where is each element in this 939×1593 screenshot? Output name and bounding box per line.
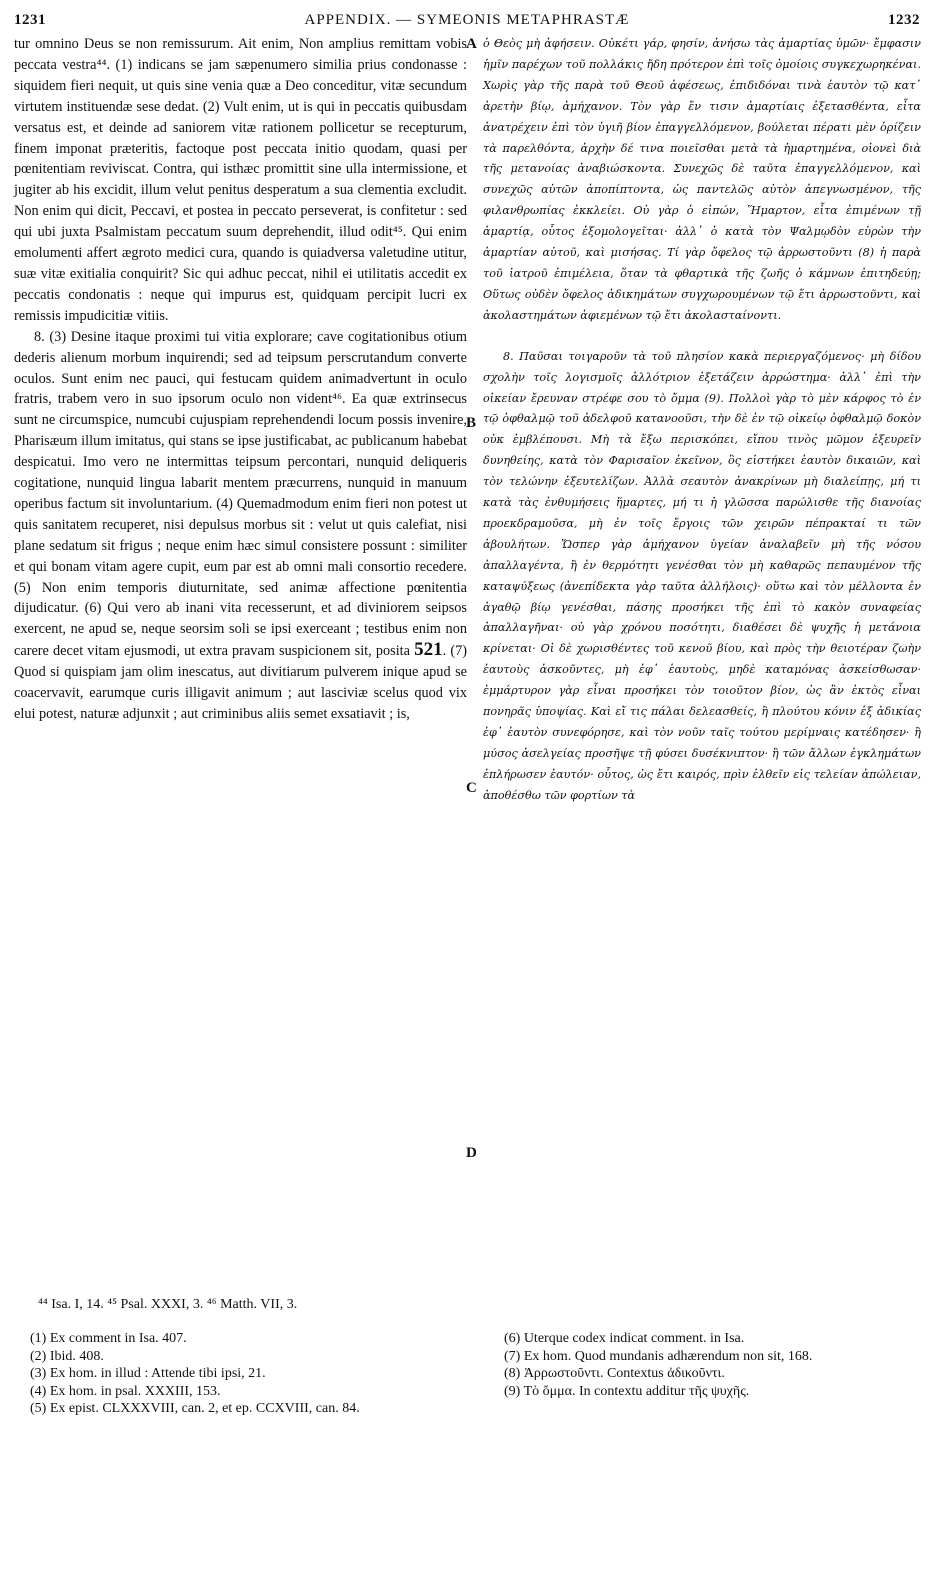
footnote: (4) Ex hom. in psal. XXXIII, 153. xyxy=(30,1383,221,1399)
footnote: (2) Ibid. 408. xyxy=(30,1348,104,1364)
greek-column xyxy=(483,34,921,807)
page-header xyxy=(14,10,920,32)
footnote: (7) Ex hom. Quod mundanis adhærendum non sit, 168. xyxy=(504,1348,813,1364)
footnotes xyxy=(14,1330,920,1580)
column-number: 521 xyxy=(414,639,443,661)
latin-column xyxy=(14,34,467,725)
page-number-left: 1231 xyxy=(14,12,46,28)
greek-section-number: 8. xyxy=(503,349,514,363)
scripture-references: ⁴⁴ Isa. I, 14. ⁴⁵ Psal. XXXI, 3. ⁴⁶ Matth. VII, 3. xyxy=(38,1297,298,1312)
footnote: (6) Uterque codex indicat comment. in Isa. xyxy=(504,1331,745,1346)
margin-marker-c: C xyxy=(466,780,477,796)
footnote: (8) Ἀρρωστοῦντι. Contextus ἀδικοῦντι. xyxy=(504,1366,725,1381)
margin-marker-a: A xyxy=(466,36,477,52)
running-title: APPENDIX. — SYMEONIS METAPHRASTÆ xyxy=(304,12,630,28)
footnote: (3) Ex hom. in illud : Attende tibi ipsi, 21. xyxy=(30,1366,266,1381)
latin-paragraph-2-text: (3) Desine itaque proximi tui vitia explorare; cave cogitationibus otium dederis alienum morbum inquirendi; sed ad teipsum perscrutandum converte oculos. Sunt enim nec pauci, qui festucam quidem animadvertunt in oculo fratris, trabem vero in suo ipsorum oculo non vident⁴⁶. Ea quæ extrinsecus sunt ne circumspice, numcubi cujuspiam reprehendendi locum possis invenire, Pharisæum illum imitatus, qui stans se ipse justificabat, ac publicanum habebat despicatui. Imo vero ne intermittas teipsum percontari, nunquid deliqueris cogitatione, nunquid lingua labarit mentem præcurrens, nunquid in manuum operibus factum sit involuntarium. (4) Quemadmodum enim fieri non potest ut quis sanitatem recuperet, nisi depulsus morbus sit : velut ut quis calefiat, nisi plane sedatum sit frigus ; neque enim hæc simul consistere possunt : similiter et qui bonam vitam agere cupit, eum par est ab omni mali consortio recedere. (5) Non enim temporis diuturnitate, sed animæ affectione pœnitentia dijudicatur. (6) Qui vero ab inani vita recesserunt, et ad diviniorem seipsos exercent, ne apud se, neque seorsim soli se ipsi exerceant ; testibus enim non carere decet vitam ejusmodi, ut extra pravam suspicionem sit, xyxy=(14,328,467,660)
greek-paragraph-1: ὁ Θεὸς μὴ ἀφήσειν. Οὐκέτι γάρ, φησίν, ἀνήσω τὰς ἁμαρτίας ὑμῶν· ἔμφασιν ἡμῖν παρέχων τοῦ πολλάκις ἤδη πρότερον ἐπὶ τοῖς ὁμοίοις συγκεχωρηκέναι. Χωρὶς γὰρ τῆς παρὰ τοῦ Θεοῦ ἀφέσεως, ἐπιδιδόναι τινὰ ἑαυτὸν τῷ κατ᾽ ἀρετὴν βίῳ, ἀμήχανον. Τὸν γὰρ ἔν τισιν ἁμαρτίαις ἐξετασθέντα, εἶτα ἀνατρέχειν ἐπὶ τὸν ὑγιῆ βίον ἐπαγγελλόμενον, βούλεται πέρατι μὲν ὁρίζειν τὰ παρελθόντα, ἀρχὴν δέ τινα ποιεῖσθαι μετὰ τὰ ἡμαρτημένα, οἱονεὶ διὰ τῆς μετανοίας ἀναβιώσκοντα. Συνεχῶς δὲ ταῦτα ἐπαγγελλόμενον, καὶ συνεχῶς αὐτῶν ἀποπίπτοντα, ὡς παντελῶς αὐτὸν ἀπεγνωσμένον, τῆς φιλανθρωπίας ἐκκλείει. Οὐ γὰρ ὁ εἰπών, Ἥμαρτον, εἶτα ἐπιμένων τῇ ἁμαρτίᾳ, οὗτος ἐξομολογεῖται· ἀλλ᾽ ὁ κατὰ τὸν Ψαλμῳδὸν εὑρὼν τὴν ἁμαρτίαν αὐτοῦ, καὶ μισήσας. Τί γὰρ ὄφελος τῷ ἀρρωστοῦντι (8) ἡ παρὰ τοῦ ἰατροῦ ἐπιμέλεια, ὅταν τὰ φθαρτικὰ τῆς ζωῆς ὁ κάμνων ἐπιτηδεύῃ; Οὕτως οὐδὲν ὄφελος ἀδικημάτων συγχωρουμένων τῷ ἔτι ἀρρωστοῦντι, καὶ ἀκολαστημάτων ἀφιεμένων τῷ ἔτι ἀκολασταίνοντι. xyxy=(483,37,921,322)
page-number-right: 1232 xyxy=(888,12,920,28)
latin-paragraph-2 xyxy=(14,327,467,725)
greek-paragraph-2-text: Παῦσαι τοιγαροῦν τὰ τοῦ πλησίον κακὰ περιεργαζόμενος· μὴ δίδου σχολὴν τοῖς λογισμοῖς ἀλλότριον ἐξετάζειν ἀρρώστημα· ἀλλ᾽ ἐπὶ τὴν οἰκείαν ἔρευναν στρέφε σου τὸ ὄμμα (9). Πολλοὶ γὰρ τὸ μὲν κάρφος τὸ ἐν τῷ ὀφθαλμῷ τοῦ ἀδελφοῦ κατανοοῦσι, τὴν δὲ ἐν τῷ οἰκείῳ ὀφθαλμῷ δοκὸν οὐκ ἐμβλέπουσι. Μὴ τὰ ἔξω περισκόπει, εἴπου τινὸς μῶμον ἐξευρεῖν δυνηθείης, κατὰ τὸν Φαρισαῖον ἐκεῖνον, ὃς εἱστήκει ἑαυτὸν δικαιῶν, καὶ τὸν τελώνην ἐξευτελίζων. Ἀλλὰ σεαυτὸν ἀνακρίνων μὴ διαλείπῃς, μή τι κατὰ τὰς ἐνθυμήσεις ἥμαρτες, μή τι ἡ γλῶσσα παρώλισθε τῆς διανοίας προεκδραμοῦσα, μὴ ἐν τοῖς ἔργοις τῶν χειρῶν πέπρακταί τι τῶν ἀβουλήτων. Ὥσπερ γὰρ ἀμήχανον ὑγείαν ἀναλαβεῖν μὴ τῆς νόσου ἀπαλλαγέντα, ἢ ἐν θερμότητι γενέσθαι τὸν μὴ καθαρῶς πεπαυμένον τῆς καταψύξεως (ἀνεπίδεκτα γὰρ ταῦτα ἀλλήλοις)· οὕτω καὶ τὸν μέλλοντα ἐν ἀγαθῷ βίῳ γενέσθαι, πάσης προσήκει τῆς ἐπὶ τὸ κακὸν συναφείας ἀπαλλαγῆναι· οὐ γὰρ χρόνου ποσότητι, διαθέσει δὲ ψυχῆς ἡ μετάνοια κρίνεται· Οἱ δὲ χωρισθέντες τοῦ κενοῦ βίου, καὶ πρὸς τὴν θειοτέραν ζωὴν ἑαυτοὺς ἀσκοῦντες, μὴ ἐφ᾽ ἑαυτοὺς, μηδὲ καταμόνας ἀσκείσθωσαν· ἐμμάρτυρον γὰρ εἶναι προσήκει τὸν τοιοῦτον βίον, ὡς ἂν ἐκτὸς εἶναι πονηρᾶς ὑποψίας. Καὶ εἴ τις πάλαι δελεασθείς, ἢ πλούτου κόνιν ἐξ ἀδικίας ἐφ᾽ ἑαυτὸν συνεφόρησε, καὶ τὸν νοῦν ταῖς τούτου μερίμναις κατέδησεν· ἢ μύσος ἀσελγείας προσῆψε τῇ φύσει δυσέκνιπτον· ἢ τῶν ἄλλων ἐγκλημάτων ἐπλήρωσεν ἑαυτόν· οὗτος, ὡς ἔτι καιρός, πρὶν ἐλθεῖν εἰς τελείαν ἀπώλειαν, ἀποθέσθω τῶν φορτίων τὰ xyxy=(483,349,921,802)
footnote: (5) Ex epist. CLXXXVIII, can. 2, et ep. CCXVIII, can. 84. xyxy=(30,1401,360,1416)
posita-word: posita xyxy=(375,643,410,660)
greek-paragraph-2 xyxy=(483,347,921,807)
footnotes-right xyxy=(504,1330,914,1400)
latin-paragraph-1: tur omnino Deus se non remissurum. Ait enim, Non amplius remittam vobis peccata vestra⁴⁴. (1) indicans se jam sæpenumero similia prius condonasse : siquidem fieri nequit, ut quis sine venia quæ a Deo conceditur, vitæ secundum virtutem instituendæ sese dedat. (2) Vult enim, ut is qui in peccatis quibusdam versatus est, et deinde ad saniorem vitæ rationem pollicetur se recepturum, finem imponat præteritis, factoque post peccata initio quodam, quasi per pœnitentiam reviviscat. Contra, qui isthæc promittit sine ulla intermissione, et jugiter ab his excidit, illum velut penitus desperatum a sua clementia excludit. Non enim qui dicit, Peccavi, et postea in peccato perseverat, is confitetur : sed qui ubi juxta Psalmistam peccatum suum deprehendit, illud odit⁴⁵. Qui enim emolumenti affert ægroto medici cura, quando is quiadversa valetudine utitur, suæ vitæ exitialia conquirit? Sic qui adhuc peccat, nihil ei utilitatis accedit ex peccatis condonatis : neque qui impurus est, quidquam percipit lucri ex remissis impudicitiæ vitiis. xyxy=(14,36,467,324)
footnote: (9) Τὸ ὄμμα. In contextu additur τῆς ψυχῆς. xyxy=(504,1383,750,1399)
footnotes-left xyxy=(30,1330,470,1418)
footnote: (1) Ex comment in Isa. 407. xyxy=(30,1331,187,1346)
latin-paragraph-2-end: . (7) Quod si quispiam jam olim inescatus, aut divitiarum pulverem inique apud se coacervavit, earumque curis illigavit animum ; aut lasciviæ scelus quod vix elui potest, naturæ adjunxit ; aut criminibus aliis semet exsatiavit ; is, xyxy=(14,643,467,722)
latin-section-number: 8. xyxy=(34,328,45,345)
margin-marker-d: D xyxy=(466,1145,477,1161)
margin-marker-b: B xyxy=(466,415,477,431)
